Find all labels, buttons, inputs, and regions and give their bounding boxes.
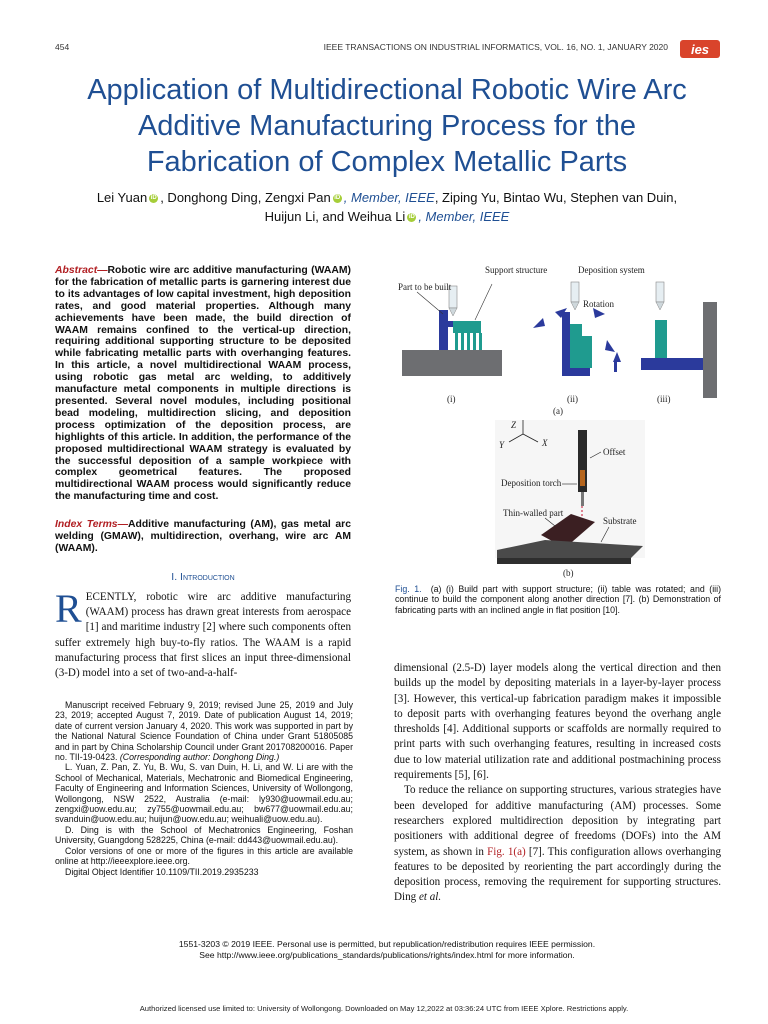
label-rotation: Rotation <box>583 299 614 309</box>
axis-x: X <box>542 438 548 448</box>
author-name: Lei Yuan <box>96 190 148 205</box>
figure-reference-link[interactable]: Fig. 1(a) <box>487 845 526 858</box>
footnote-doi: Digital Object Identifier 10.1109/TII.2019.2935233 <box>65 866 259 877</box>
abstract <box>55 265 351 503</box>
body-text: [7]. This configuration allows overhanging features to be deposited by reorienting the part accordingly during the deposition process, removing the requirement for supporting structures. Ding <box>394 845 721 904</box>
member-title: , Member, IEEE <box>343 190 435 205</box>
index-terms-lead: Index Terms— <box>55 519 128 530</box>
axis-z: Z <box>511 420 517 430</box>
sub-ii: (ii) <box>567 394 578 404</box>
intro-text: robotic wire arc additive manufacturing (WAAM) process has drawn great interests from aerospace [1] and maritime industry [2] where such components often suffer extremely high buy-to-fly ratios. The WAAM is a rapid manufacturing process that first slices an input three-dimensional (3-D) model into a set of two-and-a-half- <box>55 591 351 680</box>
sub-i: (i) <box>447 394 456 404</box>
rotation-arrow-icon <box>593 308 605 318</box>
sub-b: (b) <box>563 568 574 578</box>
abstract-text: Robotic wire arc additive manufacturing (WAAM) for the fabrication of metallic parts is garnering interest due to its advantages of low capital investment, high deposition rates, and good material properties. Although many achievements have been made, the build direction of WAAM remains confined to the vertical-up direction, requiring additional supporting structure to be deposited while fabricating metallic parts with overhanging features. In this article, a novel multidirectional WAAM process, using robotic gas metal arc welding, to additively manufacture metal components in multiple directions is presented. Several novel modules, including positional bead modeling, multidirection slicing, and deposition process optimization of the deposition process, are highlights of this article. In addition, the performance of the proposed multidirectional WAAM strategy is evaluated by the successful deposition of a sample workpiece with complex geometrical features. The proposed multidirectional WAAM process would significantly reduce the manufacturing time and cost. <box>55 265 351 503</box>
abstract-lead: Abstract— <box>55 265 108 276</box>
caption-text: (a) (i) Build part with support structure; (ii) table was rotated; and (iii) continue to build the component along another direction [7]. (b) Demonstration of fabricating parts with an inclined angle in flat position [10]. <box>395 584 722 615</box>
authorized-use-notice: Authorized licensed use limited to: University of Wollongong. Downloaded on May 12,2022 at 03:36:24 UTC from IEEE Xplore. Restrictions apply. <box>139 1004 629 1013</box>
figure-panel-ii <box>533 265 645 404</box>
copyright-line: See http://www.ieee.org/publications_standards/publications/rights/index.html for more information. <box>199 949 575 960</box>
index-terms <box>55 519 351 555</box>
intro-smallcaps: ECENTLY, <box>85 591 137 603</box>
page-number: 454 <box>55 42 70 52</box>
footnote-corresponding: (Corresponding author: Donghong Ding.) <box>117 752 280 763</box>
author-name: , Ziping Yu, Bintao Wu, Stephen van Duin, <box>434 190 678 205</box>
title-line: Application of Multidirectional Robotic Wire Arc <box>87 74 687 106</box>
author-name: Huijun Li, and Weihua Li <box>264 209 406 224</box>
right-column-body <box>394 661 721 906</box>
figure-panel-iii <box>641 282 717 404</box>
label-support: Support structure <box>485 265 548 275</box>
author-list <box>40 188 734 226</box>
intro-paragraph <box>55 586 351 681</box>
label-deposition: Deposition system <box>578 265 645 275</box>
title-line: Additive Manufacturing Process for the <box>137 110 637 142</box>
axis-y: Y <box>499 440 505 450</box>
ies-logo <box>680 38 720 60</box>
footnote-affiliation: L. Yuan, Z. Pan, Z. Yu, B. Wu, S. van Duin, H. Li, and W. Li are with the School of Mechanical, Materials, Mechatronic and Biomedical Engineering, Faculty of Engineering and Information Sciences, University of Wollongong, Wollongong, NSW 2522, Australia (e-mail: ly930@uowmail.edu.au; zengxi@uow.edu.au; zy755@uowmail.edu.au; bw677@uowmail.edu.au; svanduin@uow.edu.au; huijun@uow.edu.au; weihuali@uow.edu.au). <box>55 762 353 825</box>
label-torch: Deposition torch <box>501 478 562 488</box>
label-thinwall: Thin-walled part <box>503 508 564 518</box>
caption-label: Fig. 1. <box>395 584 422 594</box>
paper-title <box>40 72 734 180</box>
label-offset: Offset <box>603 447 626 457</box>
copyright-notice <box>40 939 734 960</box>
rotation-arrow-icon <box>605 340 615 352</box>
footnote <box>55 700 353 877</box>
body-text-italic: et al. <box>418 891 442 904</box>
figure-caption <box>395 584 721 615</box>
body-text: To reduce the reliance on supporting structures, various strategies have been developed for additive manufacturing (AM) processes. Some researchers explored multidirection deposition by integrating part positioners with additional degree of freedoms (DOFs) into the AM system, as shown in <box>394 784 721 858</box>
author-name: , Donghong Ding, Zengxi Pan <box>160 190 331 205</box>
body-paragraph: dimensional (2.5-D) layer models along the vertical direction and then builds up the model by depositing materials in a layer-by-layer process [3]. However, this vertical-up fabrication paradigm makes it impossible to deposit parts with overhanging features beyond the overhang angle thresholds [4]. Additional supports or scaffolds are normally required to print parts with such overhanging features, resulting in increased costs due to low material utilization rate and additional postmachining process requirements [5], [6]. <box>394 662 721 782</box>
label-part: Part to be built <box>398 282 452 292</box>
copyright-line: 1551-3203 © 2019 IEEE. Personal use is permitted, but republication/redistribution requires IEEE permission. <box>178 939 596 949</box>
figure-panel-i <box>398 265 547 404</box>
label-substrate: Substrate <box>603 516 637 526</box>
footnote-color-note: Color versions of one or more of the figures in this article are available online at http://ieeexplore.ieee.org. <box>55 845 353 867</box>
footnote-affiliation: D. Ding is with the School of Mechatronics Engineering, Foshan University, Guangdong 528225, China (e-mail: dd443@uowmail.edu.au). <box>55 824 353 846</box>
body-paragraph <box>394 783 721 905</box>
rotation-arrow-icon <box>533 318 545 328</box>
orcid-icon[interactable]: iD <box>150 195 157 202</box>
sub-iii: (iii) <box>657 394 671 404</box>
orcid-icon[interactable]: iD <box>408 214 415 221</box>
member-title: , Member, IEEE <box>418 209 510 224</box>
figure-panel-b <box>495 420 645 578</box>
title-line: Fabrication of Complex Metallic Parts <box>146 146 628 178</box>
footnote-manuscript: Manuscript received February 9, 2019; revised June 25, 2019 and July 23, 2019; accepted August 7, 2019. Date of publication August 14, 2019; date of current version January 4, 2020. This work was supported in part by the National Natural Science Foundation of China under Grant 51805085 and in part by China Scholarship Council under Grant 201708200016. Paper no. TII-19-0423. <box>55 700 353 763</box>
section-heading <box>55 571 351 583</box>
sub-a: (a) <box>553 406 563 416</box>
svg-text:ies: ies <box>690 42 710 57</box>
index-terms-text: Additive manufacturing (AM), gas metal arc welding (GMAW), multidirection, overhang, wire arc AM (WAAM). <box>55 519 351 554</box>
figure-1 <box>395 262 721 580</box>
section-heading-text: I. Introduction <box>171 571 235 583</box>
rotation-arrow-icon <box>613 352 621 362</box>
dropcap: R <box>55 586 82 631</box>
journal-running-head: IEEE TRANSACTIONS ON INDUSTRIAL INFORMATICS, VOL. 16, NO. 1, JANUARY 2020 <box>323 42 668 52</box>
orcid-icon[interactable]: iD <box>334 195 341 202</box>
